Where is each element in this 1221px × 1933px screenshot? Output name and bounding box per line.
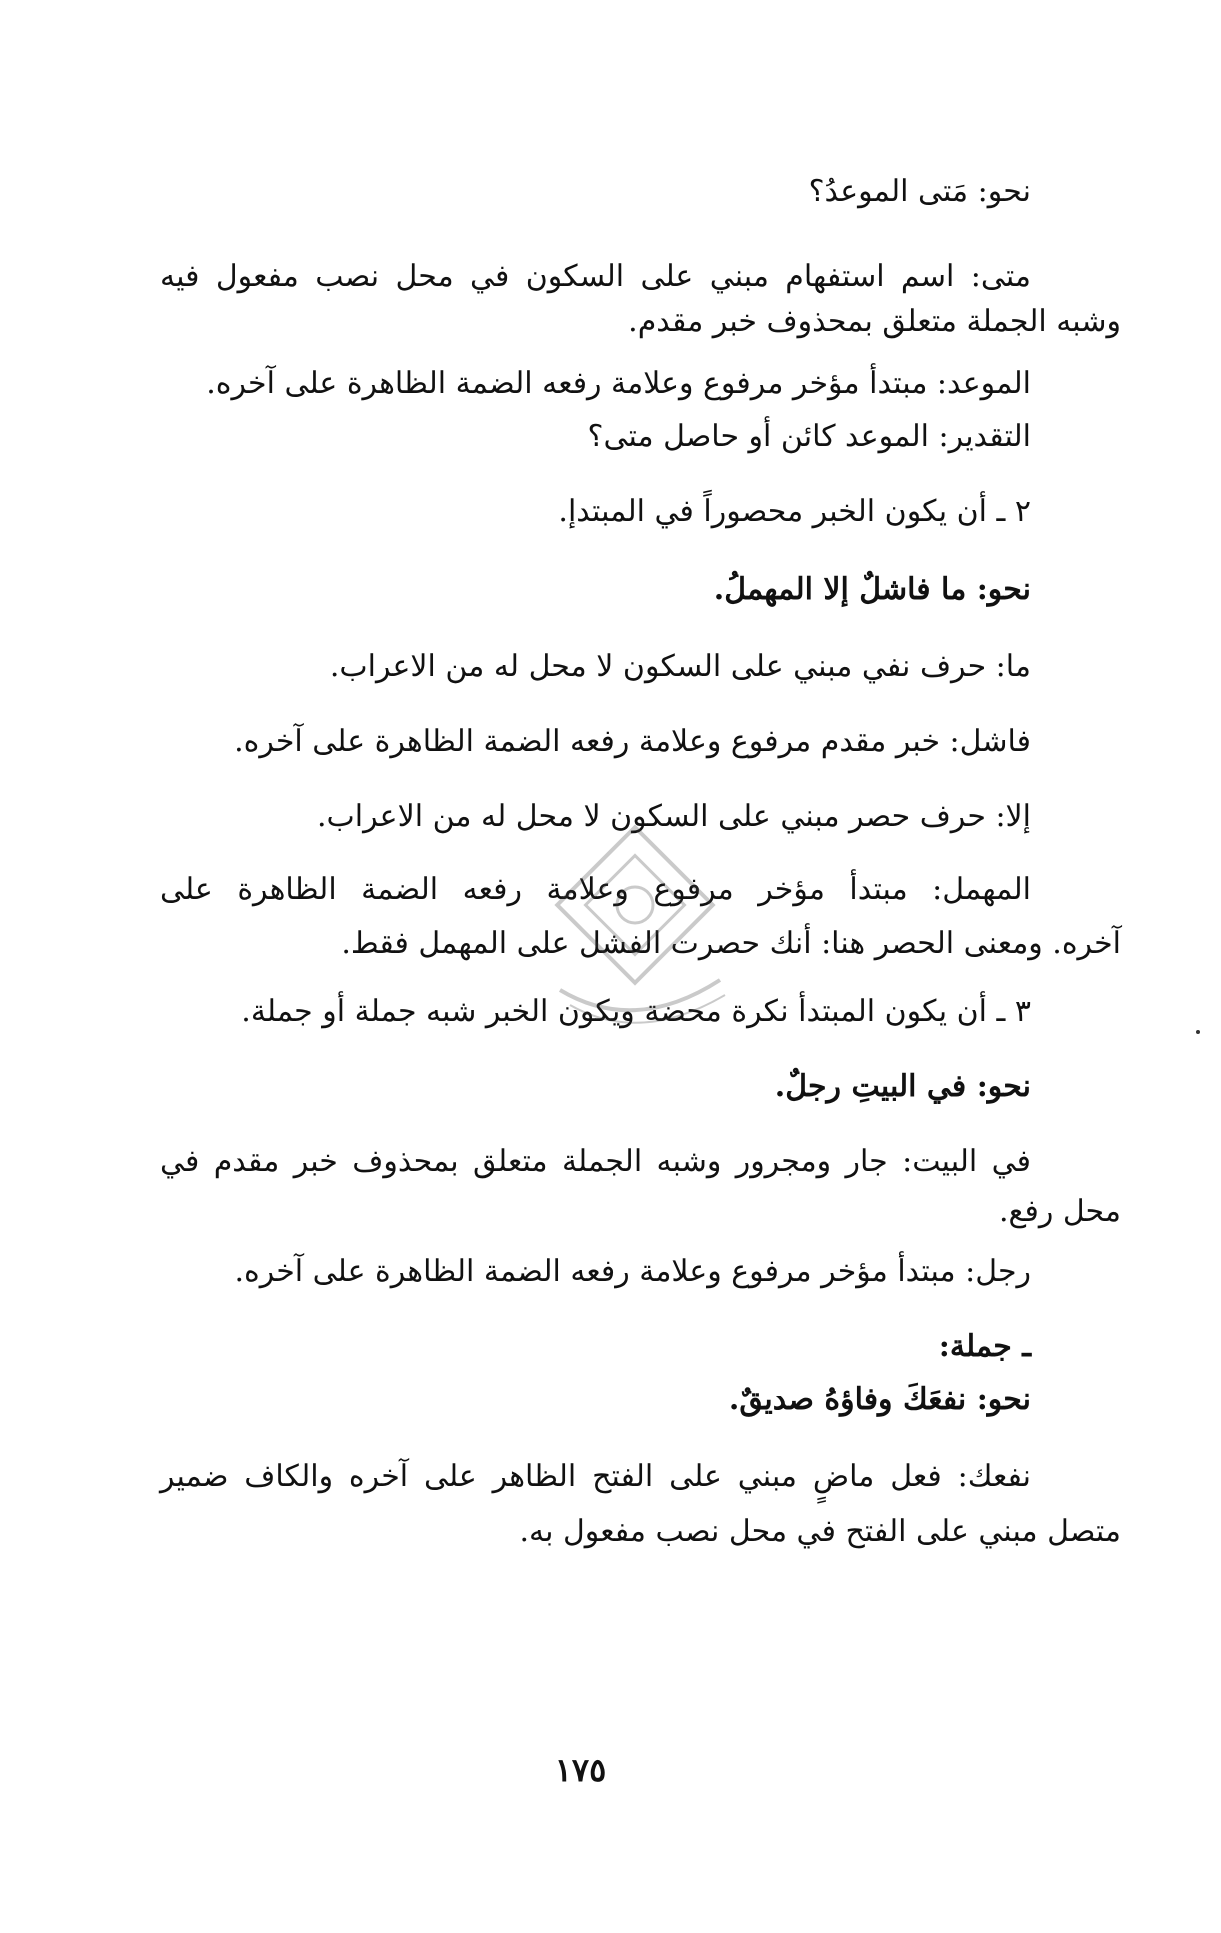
text-line: فاشل: خبر مقدم مرفوع وعلامة رفعه الضمة الظاهرة على آخره. — [234, 724, 1031, 759]
text-line: محل رفع. — [998, 1194, 1121, 1229]
text-line: نحو: في البيتِ رجلٌ. — [774, 1069, 1031, 1104]
text-line: التقدير: الموعد كائن أو حاصل متى؟ — [587, 419, 1031, 454]
text-line: في البيت: جار ومجرور وشبه الجملة متعلق بمحذوف خبر مقدم في — [160, 1144, 1031, 1179]
text-line: المهمل: مبتدأ مؤخر مرفوع وعلامة رفعه الضمة الظاهرة على — [160, 872, 1031, 907]
text-line: نفعك: فعل ماضٍ مبني على الفتح الظاهر على آخره والكاف ضمير — [160, 1459, 1031, 1494]
text-line: آخره. ومعنى الحصر هنا: أنك حصرت الفشل على المهمل فقط. — [341, 926, 1121, 961]
text-line: ـ جملة: — [938, 1329, 1031, 1364]
text-line: متصل مبني على الفتح في محل نصب مفعول به. — [519, 1514, 1121, 1549]
text-line: متى: اسم استفهام مبني على السكون في محل نصب مفعول فيه — [160, 259, 1031, 294]
text-line: رجل: مبتدأ مؤخر مرفوع وعلامة رفعه الضمة الظاهرة على آخره. — [234, 1254, 1031, 1289]
text-line: نحو: مَتى الموعدُ؟ — [808, 174, 1031, 209]
text-line: وشبه الجملة متعلق بمحذوف خبر مقدم. — [628, 304, 1121, 339]
scan-dot — [1196, 1030, 1200, 1034]
text-line: ٢ ـ أن يكون الخبر محصوراً في المبتدإ. — [558, 494, 1031, 529]
text-line: نحو: ما فاشلٌ إلا المهملُ. — [713, 572, 1031, 607]
text-line: ما: حرف نفي مبني على السكون لا محل له من الاعراب. — [329, 649, 1031, 684]
text-line: ٣ ـ أن يكون المبتدأ نكرة محضة ويكون الخبر شبه جملة أو جملة. — [241, 994, 1031, 1029]
text-line: نحو: نفعَكَ وفاؤهُ صديقٌ. — [728, 1382, 1031, 1417]
library-seal-icon — [520, 820, 750, 1050]
text-line: إلا: حرف حصر مبني على السكون لا محل له من الاعراب. — [317, 799, 1031, 834]
page-number: ١٧٥ — [554, 1751, 607, 1789]
text-line: الموعد: مبتدأ مؤخر مرفوع وعلامة رفعه الضمة الظاهرة على آخره. — [206, 366, 1031, 401]
